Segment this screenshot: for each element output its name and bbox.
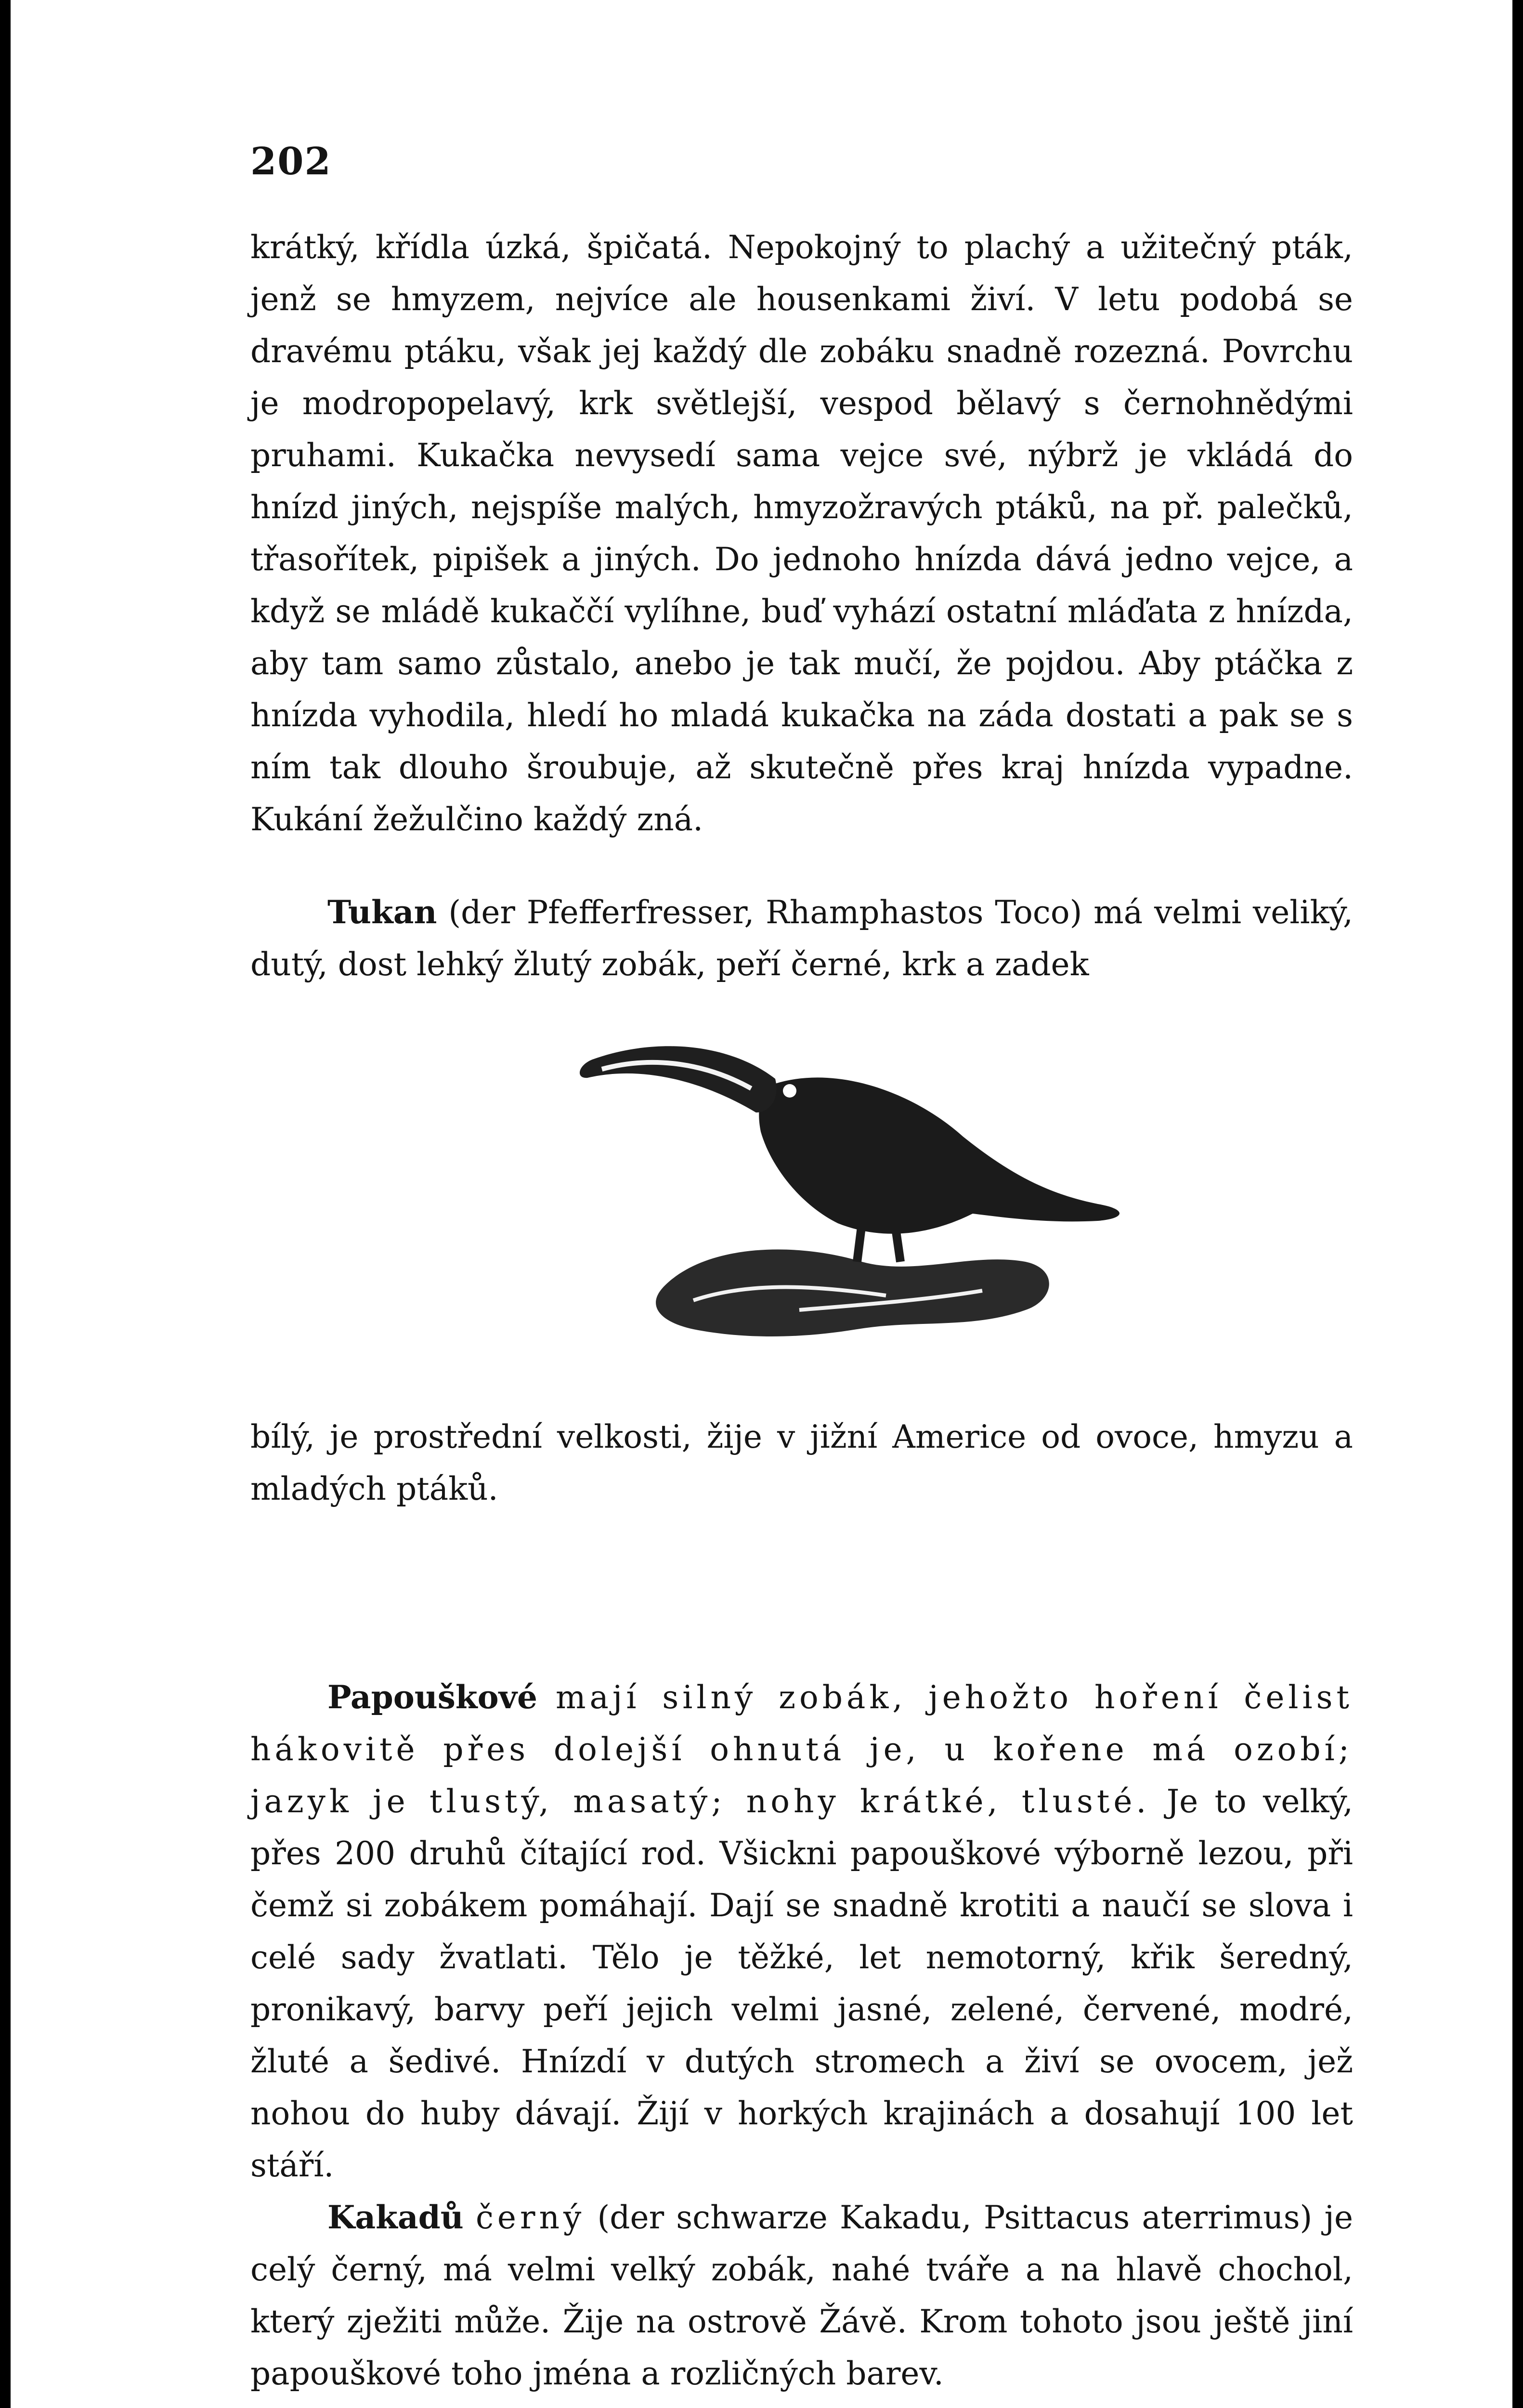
paragraph-cuckoo: krátký, křídla úzká, špičatá. Nepokojný to plachý a užitečný pták, jenž se hmyzem, nejvíce ale housenkami živí. V letu podobá se dravému ptáku, však jej každý dle zobáku snadně rozezná. Povrchu je modropopelavý, krk světlejší, vespod bělavý s černohnědými pruhami. Kukačka nevysedí sama vejce své, nýbrž je vkládá do hnízd jiných, nejspíše malých, hmyzožravých ptáků, na př. palečků, třasořítek, pipišek a jiných. Do jednoho hnízda dává jedno vejce, a když se mládě kukaččí vylíhne, buď vyhází ostatní mláďata z hnízda, aby tam samo zůstalo, anebo je tak mučí, že pojdou. Aby ptáčka z hnízda vyhodila, hledí ho mladá kukačka na záda dostati a pak se s ním tak dlouho šroubuje, až skutečně přes kraj hnízda vypadne. Kukání žežulčino každý zná. [250,229,1353,838]
toucan-engraving-icon [549,992,1358,1348]
paragraph-toucan-continued: bílý, je prostřední velkosti, žije v jižní Americe od ovoce, hmyzu a mladých ptáků. [250,1418,1353,1507]
scan-edge-left [0,0,11,2408]
term-kakadu: Kakadů [327,2199,464,2236]
term-toucan: Tukan [327,893,437,931]
term-parrots: Papouškové [327,1678,538,1716]
toucan-text: (der Pfefferfresser, Rhamphastos Toco) má velmi veliký, dutý, dost lehký žlutý zobák, peří černé, krk a zadek [250,894,1353,983]
kakadu-text: (der schwarze Kakadu, Psittacus aterrimus) je celý černý, má velmi velký zobák, nahé tváře a na hlavě chochol, který zježiti může. Žije na ostrově Žávě. Krom tohoto jsou ještě jiní papouškové toho jména a rozličných barev. [250,2199,1354,2392]
parrots-text: Je to velký, přes 200 druhů čítající rod. Všickni papouškové výborně lezou, při čemž si zobákem pomáhají. Dají se snadně krotiti a naučí se slova i celé sady žvatlati. Tělo je těžké, let nemotorný, křik šeredný, pronikavý, barvy peří jejich velmi jasné, zelené, červené, modré, žluté a šedivé. Hnízdí v dutých stromech a živí se ovocem, jež nohou do huby dávají. Žijí v horkých krajinách a dosahují 100 let stáří. [250,1783,1354,2184]
paragraph-toucan [250,886,1353,991]
kakadu-spaced-text: černý [475,2199,586,2236]
scan-edge-right [1512,0,1523,2408]
parrots-spaced-text: mají silný zobák, jehožto hoření čelist hákovitě přes dolejší ohnutá je, u kořene má ozobí; jazyk je tlustý, masatý; nohy krátké, tlusté. [250,1679,1353,1820]
paragraph-parrots [250,1671,1353,2192]
paragraph-kakadu [250,2191,1353,2400]
page-number: 202 [250,140,332,183]
